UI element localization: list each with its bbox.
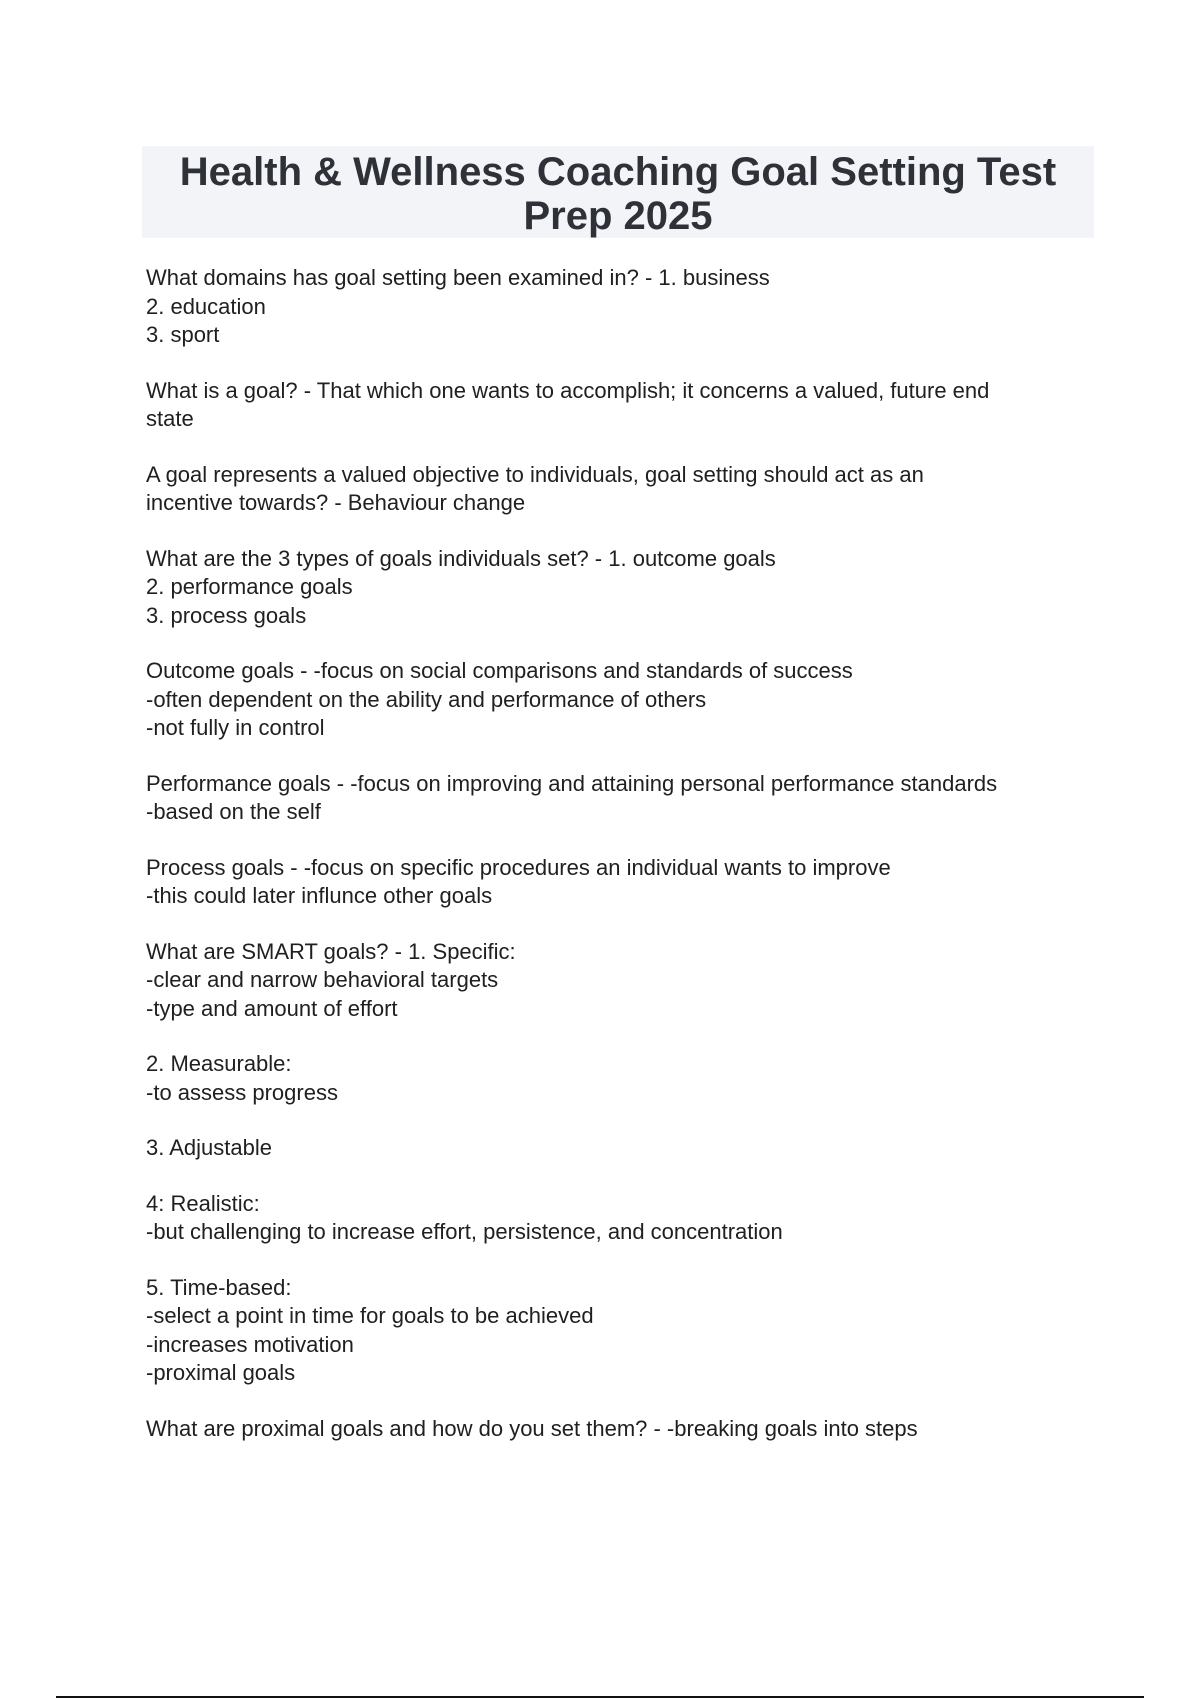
qa-line: -but challenging to increase effort, persistence, and concentration — [146, 1219, 783, 1244]
qa-line: 5. Time-based: — [146, 1274, 292, 1300]
qa-entry — [146, 770, 1086, 827]
qa-line: -based on the self — [146, 799, 321, 824]
qa-line: 3. Adjustable — [146, 1135, 272, 1160]
qa-line: What is a goal? - That which one wants to accomplish; it concerns a valued, future end — [146, 377, 990, 403]
document-title-line-2: Prep 2025 — [523, 194, 713, 238]
qa-entry — [146, 377, 1086, 434]
qa-entry — [146, 1274, 1086, 1388]
qa-line: 4: Realistic: — [146, 1190, 260, 1216]
qa-line: 3. sport — [146, 322, 220, 347]
qa-entry — [146, 938, 1086, 1024]
qa-entry — [146, 1415, 1086, 1444]
qa-entry — [146, 854, 1086, 911]
qa-line: What are SMART goals? - 1. Specific: — [146, 938, 516, 964]
title-banner — [142, 146, 1094, 238]
qa-line: What domains has goal setting been examined in? - 1. business — [146, 265, 770, 290]
qa-line: -not fully in control — [146, 715, 325, 740]
qa-line: Process goals - -focus on specific procedures an individual wants to improve — [146, 854, 891, 880]
qa-line: 3. process goals — [146, 602, 307, 628]
qa-line: Outcome goals - -focus on social comparisons and standards of success — [146, 658, 853, 683]
qa-line: 2. performance goals — [146, 574, 353, 599]
qa-line: 2. education — [146, 293, 266, 319]
qa-line: A goal represents a valued objective to individuals, goal setting should act as an — [146, 461, 924, 487]
qa-line: incentive towards? - Behaviour change — [146, 490, 526, 515]
qa-line: -proximal goals — [146, 1360, 296, 1385]
qa-entry — [146, 1050, 1086, 1107]
qa-line: -type and amount of effort — [146, 995, 398, 1021]
document-title-line-1: Health & Wellness Coaching Goal Setting Test — [179, 150, 1057, 194]
qa-entry — [146, 1134, 1086, 1163]
qa-line: Performance goals - -focus on improving and attaining personal performance standards — [146, 770, 998, 796]
qa-line: -this could later influnce other goals — [146, 883, 493, 908]
qa-line: What are proximal goals and how do you set them? - -breaking goals into steps — [146, 1415, 918, 1441]
qa-line: -clear and narrow behavioral targets — [146, 967, 499, 992]
page-bottom-rule — [56, 1696, 1144, 1698]
qa-entry — [146, 461, 1086, 518]
qa-line: 2. Measurable: — [146, 1051, 292, 1076]
qa-entry — [146, 545, 1086, 631]
qa-line: state — [146, 406, 194, 431]
qa-line: -often dependent on the ability and performance of others — [146, 686, 707, 712]
qa-line: -to assess progress — [146, 1079, 338, 1105]
qa-list — [146, 264, 1086, 1470]
qa-entry — [146, 264, 1086, 350]
qa-line: -select a point in time for goals to be achieved — [146, 1303, 594, 1328]
qa-entry — [146, 657, 1086, 743]
qa-line: -increases motivation — [146, 1331, 354, 1357]
qa-line: What are the 3 types of goals individuals set? - 1. outcome goals — [146, 545, 776, 571]
qa-entry — [146, 1190, 1086, 1247]
